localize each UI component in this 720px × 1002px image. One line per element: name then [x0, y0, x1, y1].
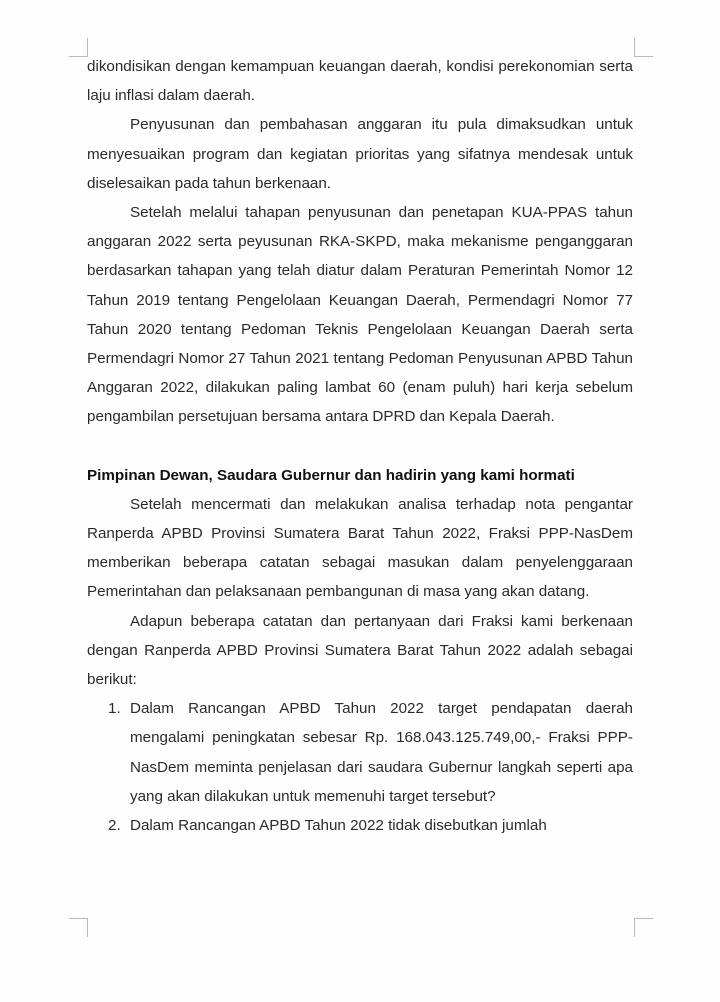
paragraph-mekanisme: Setelah melalui tahapan penyusunan dan penetapan KUA-PPAS tahun anggaran 2022 serta peyusunan RKA-SKPD, maka mekanisme penganggaran berdasarkan tahapan yang telah diatur dalam Peraturan Pemerintah Nomor 12 Tahun 2019 tentang Pengelolaan Keuangan Daerah, Permendagri Nomor 77 Tahun 2020 tentang Pedoman Teknis Pengelolaan Keuangan Daerah serta Permendagri Nomor 27 Tahun 2021 tentang Pedoman Penyusunan APBD Tahun Anggaran 2022, dilakukan paling lambat 60 (enam puluh) hari kerja sebelum pengambilan persetujuan bersama antara DPRD dan Kepala Daerah.	[87, 204, 633, 426]
section-heading	[87, 461, 633, 490]
paragraph-catatan: Setelah mencermati dan melakukan analisa terhadap nota pengantar Ranperda APBD Provinsi Sumatera Barat Tahun 2022, Fraksi PPP-NasDem memberikan beberapa catatan sebagai masukan dalam penyelenggaraan Pemerintahan dan pelaksanaan pembangunan di masa yang akan datang.	[87, 495, 633, 601]
margin-corner-top-right	[634, 38, 653, 57]
list-item	[87, 811, 633, 840]
paragraph-continuation: dikondisikan dengan kemampuan keuangan daerah, kondisi perekonomian serta laju inflasi dalam daerah.	[87, 58, 633, 105]
margin-corner-bottom-right	[634, 918, 653, 937]
list-item	[87, 694, 633, 811]
margin-corner-top-left	[69, 38, 88, 57]
list-item-number: 2.	[108, 817, 121, 835]
question-list	[87, 694, 633, 840]
list-item-text: Dalam Rancangan APBD Tahun 2022 target pendapatan daerah mengalami peningkatan sebesar Rp. 168.043.125.749,00,- Fraksi PPP- NasDem meminta penjelasan dari saudara Gubernur langkah seperti apa yang akan dilakukan untuk memenuhi target tersebut?	[130, 700, 633, 805]
list-item-text: Dalam Rancangan APBD Tahun 2022 tidak disebutkan jumlah	[130, 817, 547, 835]
margin-corner-bottom-left	[69, 918, 88, 937]
paragraph-penyusunan: Penyusunan dan pembahasan anggaran itu pula dimaksudkan untuk menyesuaikan program dan kegiatan prioritas yang sifatnya mendesak untuk diselesaikan pada tahun berkenaan.	[87, 116, 633, 192]
list-item-number: 1.	[108, 700, 121, 718]
section-heading-text: Pimpinan Dewan, Saudara Gubernur dan hadirin yang kami hormati	[87, 466, 575, 484]
document-body	[87, 52, 633, 840]
paragraph-pertanyaan: Adapun beberapa catatan dan pertanyaan dari Fraksi kami berkenaan dengan Ranperda APBD Provinsi Sumatera Barat Tahun 2022 adalah sebagai berikut:	[87, 612, 633, 689]
